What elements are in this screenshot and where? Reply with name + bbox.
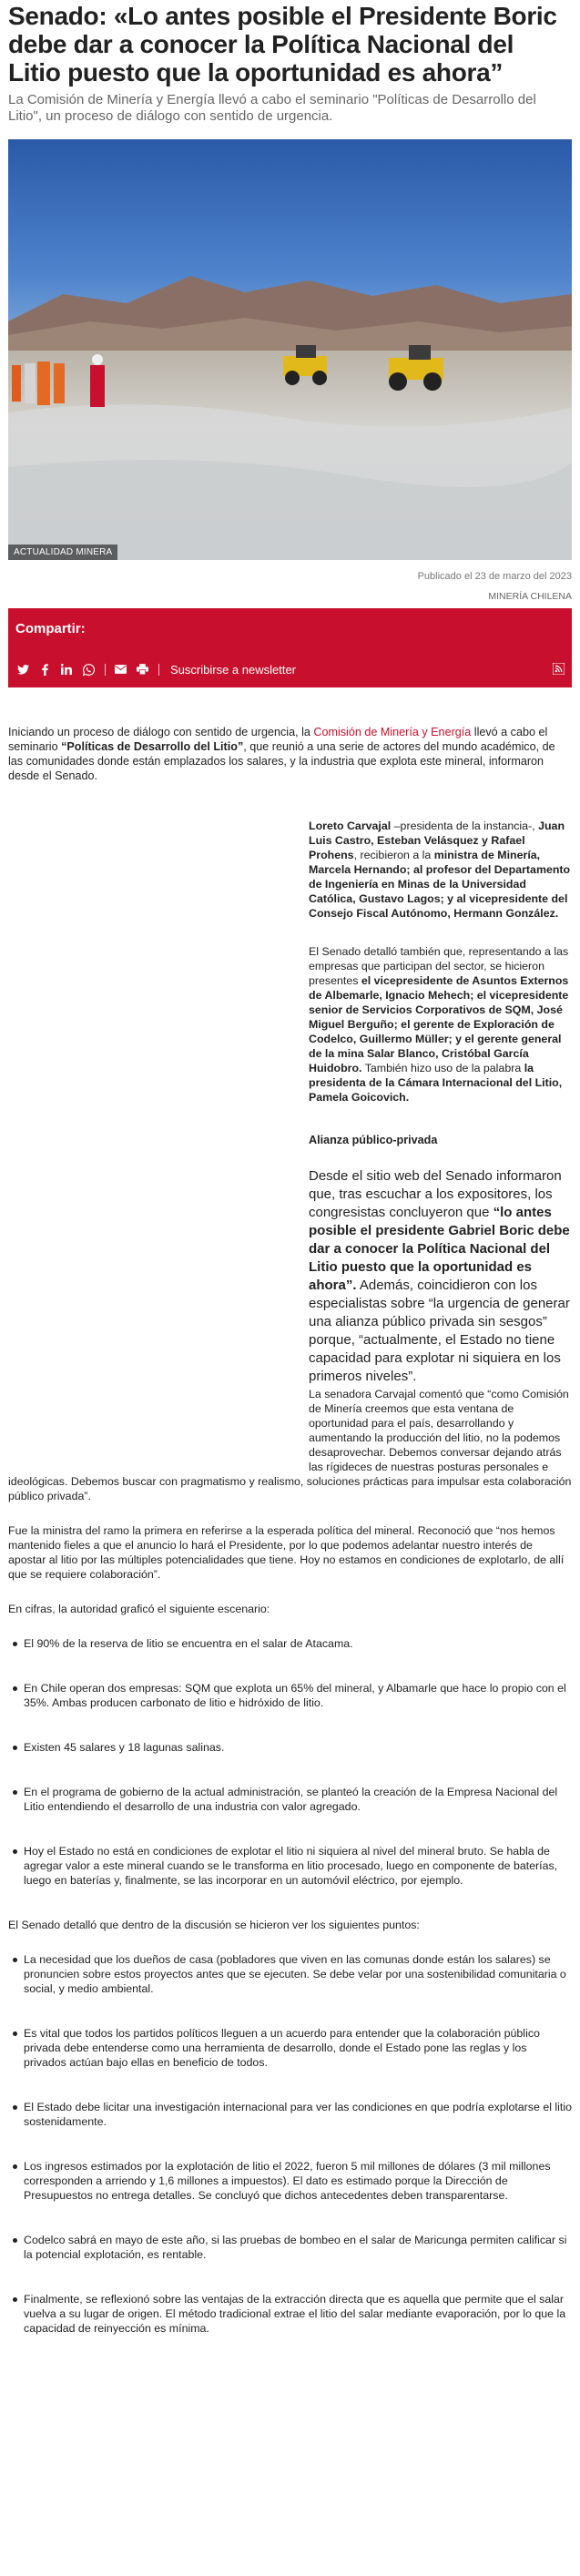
chamber-president: la presidenta de la Cámara Internacional del Litio, Pamela Goicovich. — [309, 1062, 563, 1104]
cifras-intro: En cifras, la autoridad graficó el siguiente escenario: — [8, 1603, 270, 1615]
ministra-paragraph: Fue la ministra del ramo la primera en referirse a la esperada política del mineral. Reconoció que “nos hemos mantenido fieles a que el anuncio lo hará el Presidente, por lo que podemos adelantar nuestro interés de apostar al litio por las múltiples potencialidades que tiene. Hoy no estamos en condiciones de explotarlo, de allí que se requiere colaboración”. — [8, 1524, 565, 1581]
article-body — [8, 725, 572, 2336]
publish-date: Publicado el 23 de marzo del 2023 — [417, 571, 572, 582]
puntos-list — [8, 1952, 572, 2336]
salar-photo — [8, 139, 572, 560]
rss-icon[interactable] — [553, 663, 565, 675]
list-item: Hoy el Estado no está en condiciones de explotar el litio ni siquiera al nivel del mineral bruto. Se habla de agregar valor a este mineral cuando se le transforma en litio procesado, luego en componente de baterías, luego en baterías y, finalmente, se las incorporar en un automóvil eléctrico, por ejemplo. — [8, 1844, 572, 1888]
hero-image — [8, 139, 572, 560]
print-icon[interactable] — [135, 663, 149, 676]
senators-paragraph — [309, 819, 571, 921]
list-item: Existen 45 salares y 18 lagunas salinas. — [8, 1740, 572, 1755]
right-column — [309, 819, 571, 1474]
list-item: El 90% de la reserva de litio se encuentra en el salar de Atacama. — [8, 1636, 572, 1651]
share-label: Compartir: — [15, 621, 86, 636]
quote-intro: Desde el sitio web del Senado informaron que, tras escuchar a los expositores, los congresistas concluyeron que — [309, 1168, 562, 1220]
article-title: Senado: «Lo antes posible el Presidente Boric debe dar a conocer la Política Nacional del Litio puesto que la oportunidad es ahora” — [8, 2, 557, 87]
image-credit: ACTUALIDAD MINERA — [8, 545, 117, 560]
twitter-icon[interactable] — [15, 663, 30, 676]
facebook-icon[interactable] — [37, 663, 52, 676]
puntos-intro: El Senado detalló que dentro de la discusión se hicieron ver los siguientes puntos: — [8, 1919, 420, 1931]
list-item: El Estado debe licitar una investigación internacional para ver las condiciones en que podría explotarse el litio sostenidamente. — [8, 2100, 572, 2129]
share-icons-row — [15, 661, 565, 677]
cifras-list — [8, 1636, 572, 1888]
share-divider-2 — [158, 664, 159, 676]
list-item: En el programa de gobierno de la actual administración, se planteó la creación de la Empresa Nacional del Litio entendiendo el desarrollo de una industria con valor agregado. — [8, 1785, 572, 1814]
carvajal-paragraph: La senadora Carvajal comentó que “como Comisión de Minería creemos que esta ventana de oportunidad para el país, desarrollando y aumentando la producción del litio, no la podemos desaprovechar. Debemos conversar dejando atrás las rígideces de nuestras posturas personales e — [309, 1388, 569, 1473]
list-item: Codelco sabrá en mayo de este año, si las pruebas de bombeo en el salar de Maricunga permiten calificar si la potencial explotación, es rentable. — [8, 2233, 572, 2262]
section-subhead: Alianza público-privada — [309, 1134, 438, 1146]
carvajal-paragraph-cont: ideológicas. Debemos buscar con pragmatismo y realismo, soluciones prácticas para impulsar esta colaboración público privada”. — [8, 1475, 572, 1502]
share-bar — [8, 608, 572, 687]
article-meta — [8, 570, 572, 603]
senator-name: Loreto Carvajal — [309, 820, 392, 832]
list-item: Es vital que todos los partidos políticos lleguen a un acuerdo para entender que la colaboración público privada debe entenderse como una herramienta de desarrollo, donde el Estado pone las reglas y los privados actúan bajo ellas en beneficio de todos. — [8, 2026, 572, 2070]
companies-intro: El Senado detalló también que, representando a las empresas que participan del sector, se hicieron presentes — [309, 945, 569, 987]
intro-paragraph — [8, 725, 572, 783]
intro-text-2: llevó a cabo el seminario — [8, 726, 548, 753]
subscribe-newsletter-link[interactable]: Suscribirse a newsletter — [170, 662, 296, 677]
senator-names: Juan Luis Castro, Esteban Velásquez y Rafael Prohens — [309, 820, 565, 861]
also-spoke: También hizo uso de la palabra — [361, 1062, 524, 1074]
list-item: Finalmente, se reflexionó sobre las ventajas de la extracción directa que es aquella que permite que el salar vuelva a su lugar de origen. El método tradicional extrae el litio del salar mediante evaporación, por lo que la capacidad de reinyección es mínima. — [8, 2292, 572, 2336]
commission-link[interactable]: Comisión de Minería y Energía — [313, 726, 472, 738]
full-width-content — [8, 1474, 572, 2336]
share-divider — [105, 664, 106, 676]
list-item: En Chile operan dos empresas: SQM que explota un 65% del mineral, y Albamarle que hace lo propio con el 35%. Ambas producen carbonato de litio e hidróxido de litio. — [8, 1681, 572, 1710]
quote-rest: Además, coincidieron con los especialistas sobre “la urgencia de generar una alianza público privada sin sesgos” porque, “actualmente, el Estado no tiene capacidad para explotar ni siquiera en los primeros niveles”. — [309, 1278, 570, 1384]
list-item: Los ingresos estimados por la explotación de litio el 2022, fueron 5 mil millones de dólares (3 mil millones corresponden a arriendo y 1,6 millones a impuestos). El dato es estimado porque la Dirección de Presupuestos no entrega detalles. Se concluyó que dichos antecedentes deben transparentarse. — [8, 2159, 572, 2203]
company-reps: el vicepresidente de Asuntos Externos de Albemarle, Ignacio Mehech; el vicepresidente senior de Servicios Corporativos de SQM, José Miguel Berguño; el gerente de Exploración de Codelco, Guillermo Müller; y el gerente general de la mina Salar Blanco, Cristóbal García Huidobro. — [309, 974, 569, 1074]
companies-paragraph — [309, 944, 571, 1105]
intro-text-3: , que reunió a una serie de actores del mundo académico, de las comunidades donde están emplazados los salares, y la industria que explota este mineral, informaron desde el Senado. — [8, 740, 555, 782]
guests-names: ministra de Minería, Marcela Hernando; al profesor del Departamento de Ingeniería en Minas de la Universidad Católica, Gustavo Lagos; y al vicepresidente del Consejo Fiscal Autónomo, Hermann González. — [309, 849, 571, 920]
intro-text: Iniciando un proceso de diálogo con sentido de urgencia, la — [8, 726, 314, 738]
email-icon[interactable] — [113, 663, 127, 676]
received-text: , recibieron a la — [353, 849, 434, 861]
source-label: MINERÍA CHILENA — [488, 591, 572, 602]
seminar-name: “Políticas de Desarrollo del Litio” — [61, 740, 244, 753]
quote-highlight: “lo antes posible el presidente Gabriel Boric debe dar a conocer la Política Nacional del Litio puesto que la oportunidad es ahora”. — [309, 1205, 570, 1293]
senator-role: –presidenta de la instancia-, — [391, 820, 539, 832]
whatsapp-icon[interactable] — [81, 663, 96, 676]
pull-quote — [309, 1167, 571, 1386]
article-lead: La Comisión de Minería y Energía llevó a cabo el seminario "Políticas de Desarrollo del Litio", un proceso de diálogo con sentido de urgencia. — [8, 92, 536, 124]
list-item: La necesidad que los dueños de casa (pobladores que viven en las comunas donde están los salares) se pronuncien sobre estos proyectos antes que se ejecuten. Se debe velar por una sostenibilidad comunitaria o social, y medio ambiental. — [8, 1952, 572, 1996]
linkedin-icon[interactable] — [59, 663, 74, 676]
